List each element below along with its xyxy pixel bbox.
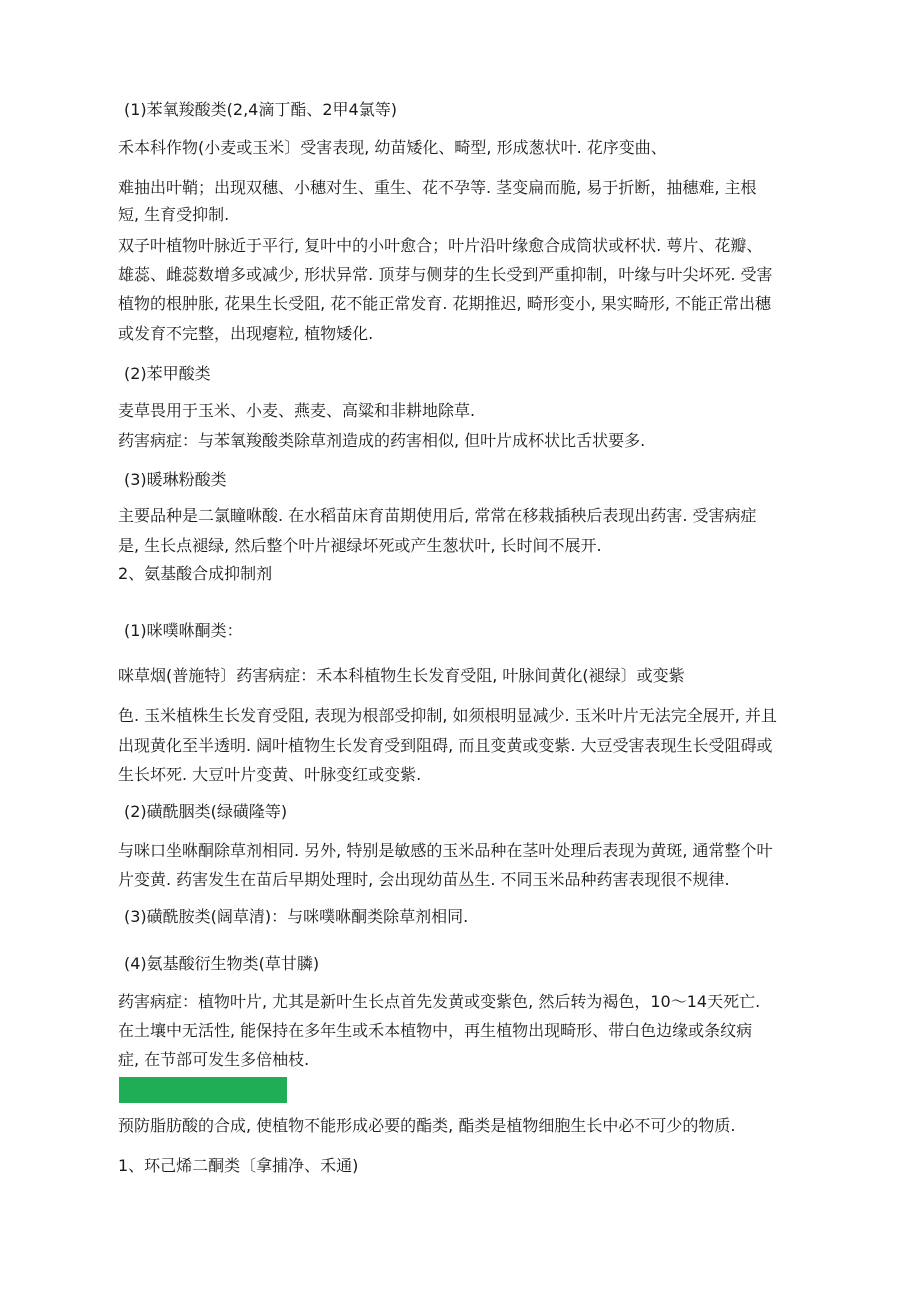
heading-quinoline: (3)暖琳粉酸类 <box>124 470 227 489</box>
heading-sulfonamide: (3)磺酰胺类(阔草清)：与咪噗咻酮类除草剂相同. <box>124 907 469 926</box>
paragraph-line: 禾本科作物(小麦或玉米〕受害表现, 幼苗矮化、畸型, 形成葱状叶. 花序变曲、 <box>118 138 667 157</box>
highlight-bar <box>119 1077 287 1103</box>
paragraph-line: 药害病症：植物叶片, 尤其是新叶生长点首先发黄或变紫色, 然后转为褐色，10～14天死亡. <box>118 992 761 1011</box>
paragraph-line: 症, 在节部可发生多倍柚枝. <box>118 1050 310 1069</box>
paragraph-line: 色. 玉米植株生长发育受阻, 表现为根部受抑制, 如须根明显减少. 玉米叶片无法完全展开, 并且 <box>118 706 777 725</box>
heading-sulfonylurea: (2)磺酰胭类(绿磺隆等) <box>124 802 288 821</box>
paragraph-line: 咪草烟(普施特〕药害病症：禾本科植物生长发育受阻, 叶脉间黄化(褪绿〕或变紫 <box>118 666 685 685</box>
paragraph-line: 片变黄. 药害发生在苗后早期处理时, 会出现幼苗丛生. 不同玉米品种药害表现很不规律. <box>118 870 730 889</box>
heading-imidazolinone: (1)咪噗咻酮类： <box>124 621 243 640</box>
paragraph-line: 出现黄化至半透明. 阔叶植物生长发育受到阻碍, 而且变黄或变紫. 大豆受害表现生长受阻碍或 <box>118 736 773 755</box>
heading-cyclohexenedione: 1、环己烯二酮类〔拿捕净、禾通) <box>118 1156 359 1175</box>
paragraph-line: 在土壤中无活性, 能保持在多年生或禾本植物中，再生植物出现畸形、带白色边缘或条纹病 <box>118 1021 753 1040</box>
paragraph-line: 与咪口坐咻酮除草剂相同. 另外, 特别是敏感的玉米品种在茎叶处理后表现为黄斑, 通常整个叶 <box>118 841 773 860</box>
paragraph-line: 雄蕊、雌蕊数增多或减少, 形状异常. 顶芽与侧芽的生长受到严重抑制，叶缘与叶尖坏死. 受害 <box>118 265 773 284</box>
paragraph-line: 双子叶植物叶脉近于平行, 复叶中的小叶愈合；叶片沿叶缘愈合成筒状或杯状. 萼片、花瓣、 <box>118 236 763 255</box>
paragraph-line: 植物的根肿胀, 花果生长受阻, 花不能正常发育. 花期推迟, 畸形变小, 果实畸形, 不能正常出穗 <box>118 294 772 313</box>
paragraph-line: 或发育不完整，出现瘪粒, 植物矮化. <box>118 324 374 343</box>
paragraph-line: 麦草畏用于玉米、小麦、燕麦、高粱和非耕地除草. <box>118 401 476 420</box>
heading-phenoxy: (1)苯氧羧酸类(2,4滴丁酯、2甲4氯等) <box>124 100 397 119</box>
paragraph-line: 难抽出叶鞘；出现双穗、小穗对生、重生、花不孕等. 茎变扁而脆, 易于折断，抽穗难, 主根 <box>118 178 757 197</box>
paragraph-line: 短, 生育受抑制. <box>118 205 230 224</box>
heading-amino-acid-derivative: (4)氨基酸衍生物类(草甘膦) <box>124 954 320 973</box>
paragraph-line: 生长坏死. 大豆叶片变黄、叶脉变红或变紫. <box>118 765 422 784</box>
section-heading: 2、氨基酸合成抑制剂 <box>118 564 273 583</box>
heading-benzoic: (2)苯甲酸类 <box>124 364 211 383</box>
paragraph-line: 预防脂肪酸的合成, 使植物不能形成必要的酯类, 酯类是植物细胞生长中必不可少的物质. <box>118 1116 736 1135</box>
paragraph-line: 药害病症：与苯氧羧酸类除草剂造成的药害相似, 但叶片成杯状比舌状要多. <box>118 431 646 450</box>
paragraph-line: 主要品种是二氯瞳咻酸. 在水稻苗床育苗期使用后, 常常在移栽插秧后表现出药害. 受害病症 <box>118 506 757 525</box>
paragraph-line: 是, 生长点褪绿, 然后整个叶片褪绿坏死或产生葱状叶, 长时间不展开. <box>118 536 602 555</box>
